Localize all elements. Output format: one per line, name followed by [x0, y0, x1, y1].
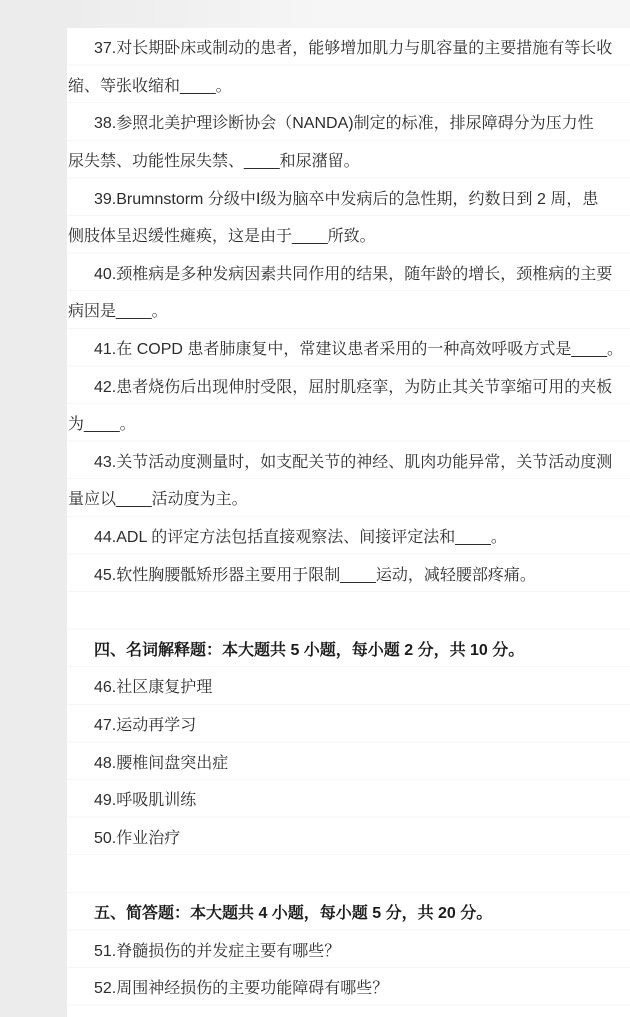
- question-line: 45.软性胸腰骶矫形器主要用于限制____运动，减轻腰部疼痛。: [94, 566, 536, 584]
- page-top-margin: [67, 0, 630, 28]
- blank-line: [67, 592, 630, 630]
- question-line-continuation: 量应以____活动度为主。: [68, 491, 248, 509]
- question-line-continuation: 病因是____。: [68, 303, 168, 321]
- section-heading: 五、简答题：本大题共 4 小题，每小题 5 分，共 20 分。: [94, 904, 493, 922]
- question-line: 43.关节活动度测量时，如支配关节的神经、肌肉功能异常，关节活动度测: [94, 453, 613, 471]
- page-left-margin: [0, 0, 67, 1017]
- question-line: 50.作业治疗: [94, 829, 181, 847]
- question-line: 41.在 COPD 患者肺康复中，常建议患者采用的一种高效呼吸方式是____。: [94, 341, 623, 359]
- question-line: 52.周围神经损伤的主要功能障碍有哪些？: [94, 980, 389, 998]
- question-line-continuation: 侧肢体呈迟缓性瘫痪，这是由于____所致。: [68, 228, 376, 246]
- question-line: 40.颈椎病是多种发病因素共同作用的结果，随年龄的增长，颈椎病的主要: [94, 265, 613, 283]
- question-line: 38.参照北美护理诊断协会（NANDA)制定的标准，排尿障碍分为压力性: [94, 115, 594, 133]
- question-line: 37.对长期卧床或制动的患者，能够增加肌力与肌容量的主要措施有等长收: [94, 40, 613, 58]
- question-line-continuation: 尿失禁、功能性尿失禁、____和尿潴留。: [68, 153, 360, 171]
- page-content: [67, 28, 630, 1017]
- section-heading: 四、名词解释题：本大题共 5 小题，每小题 2 分，共 10 分。: [94, 641, 525, 659]
- question-line: 51.脊髓损伤的并发症主要有哪些？: [94, 942, 341, 960]
- question-line: 47.运动再学习: [94, 716, 197, 734]
- question-line-continuation: 为____。: [68, 416, 136, 434]
- question-line: 46.社区康复护理: [94, 679, 213, 697]
- question-line: 48.腰椎间盘突出症: [94, 754, 229, 772]
- question-line: 44.ADL 的评定方法包括直接观察法、间接评定法和____。: [94, 529, 507, 547]
- blank-line: [67, 855, 630, 893]
- question-line: 49.呼吸肌训练: [94, 792, 197, 810]
- question-line-continuation: 缩、等张收缩和____。: [68, 77, 232, 95]
- question-line: 42.患者烧伤后出现伸肘受限，屈肘肌痉挛，为防止其关节挛缩可用的夹板: [94, 378, 613, 396]
- question-line: 39.Brumnstorm 分级中Ⅰ级为脑卒中发病后的急性期，约数日到 2 周，患: [94, 190, 599, 208]
